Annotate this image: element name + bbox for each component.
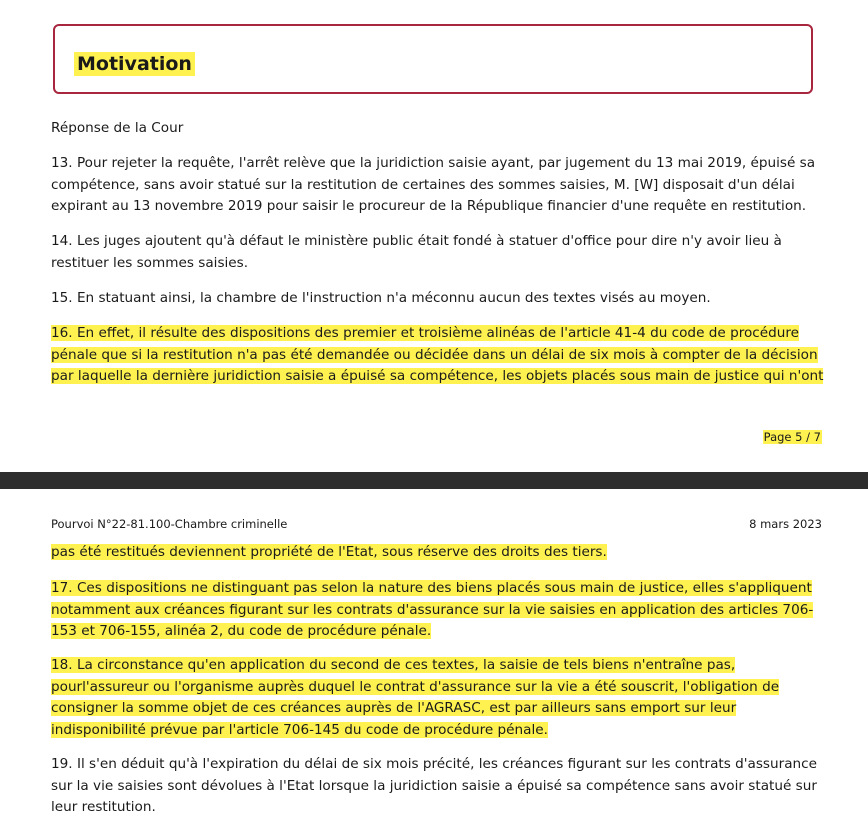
paragraph-14: 14. Les juges ajoutent qu'à défaut le ministère public était fondé à statuer d'office pour dire n'y avoir lieu à restituer les sommes saisies. <box>51 233 782 271</box>
section-heading: Motivation <box>74 52 195 76</box>
paragraph-19: 19. Il s'en déduit qu'à l'expiration du délai de six mois précité, les créances figurant sur les contrats d'assurance sur la vie saisies sont dévolues à l'Etat lorsque la juridiction saisie a épuisé sa compétence sans avoir statué sur leur restitution. <box>51 756 817 816</box>
page-6 <box>0 489 868 832</box>
page-divider <box>0 472 868 489</box>
paragraph-13: 13. Pour rejeter la requête, l'arrêt relève que la juridiction saisie ayant, par jugement du 13 mai 2019, épuisé sa compétence, sans avoir statué sur la restitution de certaines des sommes saisies, M. [W] disposait d'un délai expirant au 13 novembre 2019 pour saisir le procureur de la République financier d'une requête en restitution. <box>51 155 816 215</box>
motivation-section-box <box>53 24 813 94</box>
decision-date: 8 mars 2023 <box>749 517 822 531</box>
case-reference: Pourvoi N°22-81.100-Chambre criminelle <box>51 517 288 531</box>
paragraph-15: 15. En statuant ainsi, la chambre de l'instruction n'a méconnu aucun des textes visés au moyen. <box>51 290 711 306</box>
paragraph-17: 17. Ces dispositions ne distinguant pas selon la nature des biens placés sous main de justice, elles s'appliquent notamment aux créances figurant sur les contrats d'assurance sur la vie saisies en application des articles 706-153 et 706-155, alinéa 2, du code de procédure pénale. <box>51 580 814 640</box>
paragraph-16: 16. En effet, il résulte des dispositions des premier et troisième alinéas de l'article 41-4 du code de procédure pénale que si la restitution n'a pas été demandée ou décidée dans un délai de six mois à compter de la décision par laquelle la dernière juridiction saisie a épuisé sa compétence, les objets placés sous main de justice qui n'ont <box>51 325 824 385</box>
page-number: Page 5 / 7 <box>763 430 821 444</box>
paragraph-16-continued: pas été restitués deviennent propriété de l'Etat, sous réserve des droits des tiers. <box>51 544 607 560</box>
paragraph-18: 18. La circonstance qu'en application du second de ces textes, la saisie de tels biens n'entraîne pas, pourl'assureur ou l'organisme auprès duquel le contrat d'assurance sur la vie a été souscrit, l'obligation de consigner la somme objet de ces créances auprès de l'AGRASC, est par ailleurs sans emport sur leur indisponibilité prévue par l'article 706-145 du code de procédure pénale. <box>51 657 780 738</box>
subheading: Réponse de la Cour <box>51 120 184 136</box>
